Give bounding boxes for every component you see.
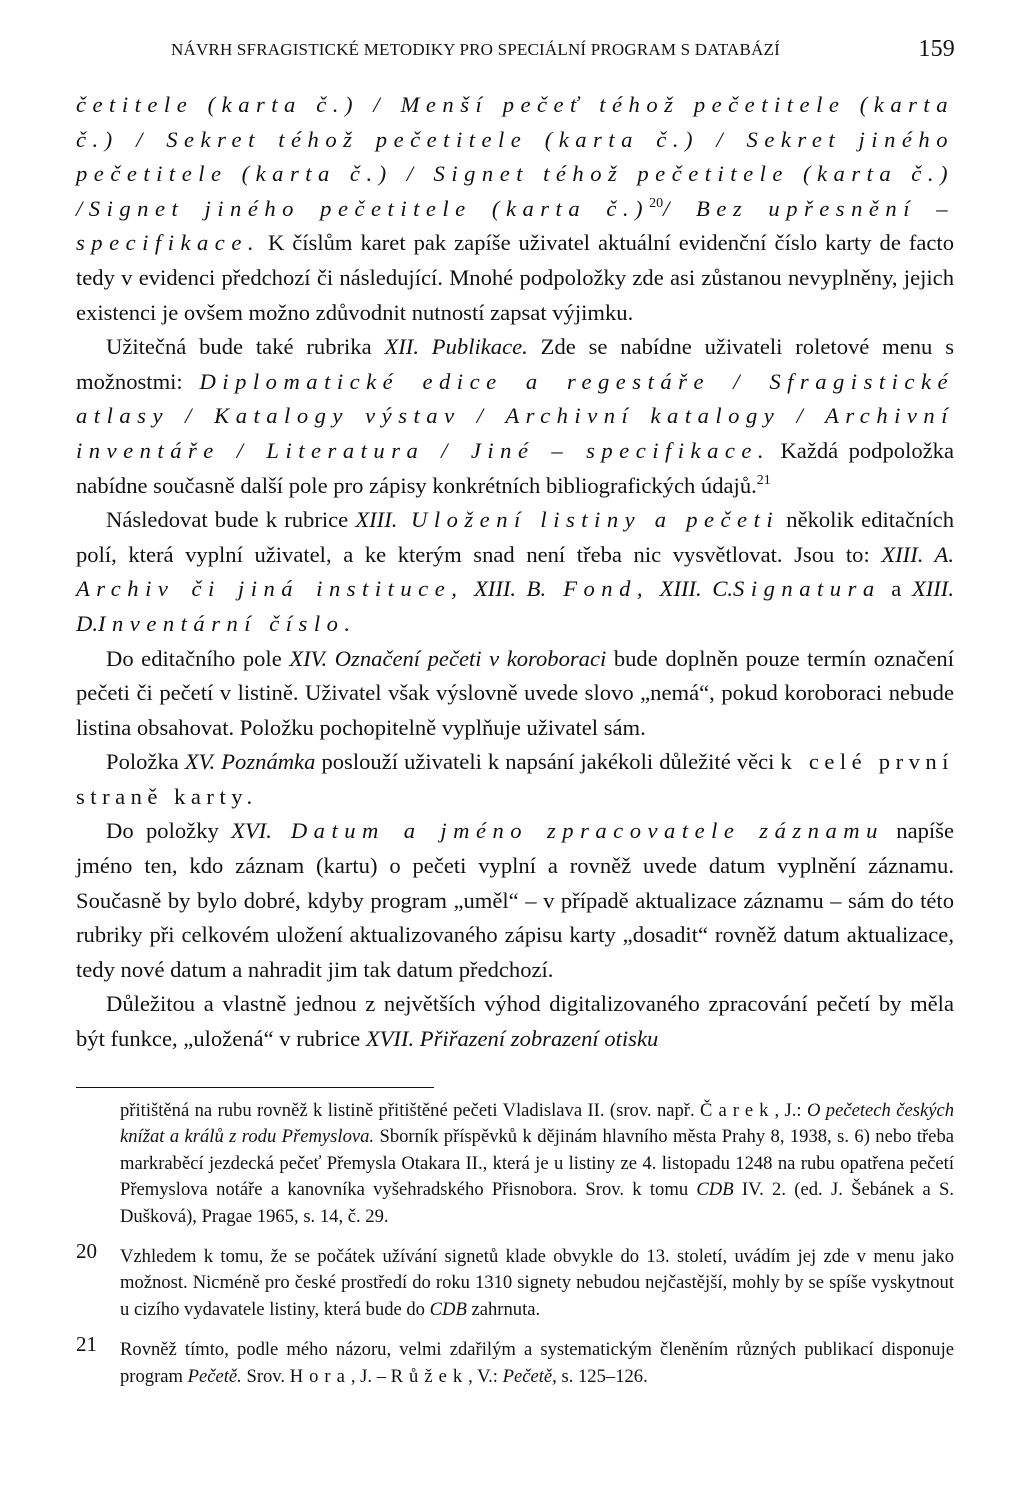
italic-text: CDB bbox=[429, 1298, 467, 1320]
text: K číslům karet pak zapíše uživatel aktuální evidenční číslo karty de facto tedy v evidenci předchozí či následující. Mnohé podpoložky zde asi zůstanou nevyplněny, jejich existenci je ovšem možno zdůvodnit nutností zapsat výjimku. bbox=[76, 230, 954, 325]
italic-text: XIII. A. bbox=[881, 541, 954, 567]
paragraph-3 bbox=[76, 503, 954, 641]
italic-title: Pečetě, bbox=[502, 1365, 557, 1387]
italic-text: XIV. Označení pečeti v koroboraci bbox=[289, 645, 607, 671]
spaced-text: Inventární číslo. bbox=[97, 610, 357, 636]
page-number: 159 bbox=[918, 36, 955, 62]
spaced-text: Signatura bbox=[733, 576, 881, 602]
paragraph-5 bbox=[76, 745, 954, 814]
spaced-text: Datum a jméno zpracovatele záznamu bbox=[271, 818, 884, 844]
text: Položka bbox=[106, 749, 185, 775]
text: s. 125–126. bbox=[556, 1365, 648, 1387]
spaced-text: / Bez upřesnění – specifikace. bbox=[76, 195, 955, 256]
footnote-ref-20[interactable]: 20 bbox=[649, 195, 664, 211]
italic-text: XVII. Přiřazení zobrazení otisku bbox=[365, 1026, 659, 1052]
footnote-20 bbox=[76, 1239, 954, 1323]
italic-text: XIII. B. bbox=[463, 576, 547, 602]
italic-text: XIII. bbox=[355, 507, 398, 533]
footnote-continuation bbox=[76, 1098, 954, 1230]
text: Zde se nabídne uživateli roletové menu s možnostmi: bbox=[76, 334, 954, 394]
italic-title: O pečetech českých knížat a králů z rodu Přemyslova. bbox=[120, 1100, 954, 1148]
italic-text: XII. Publikace. bbox=[384, 334, 528, 360]
text: napíše jméno ten, kdo záznam (kartu) o pečeti vyplní a rovněž uvede datum vyplnění záznamu. Současně by bylo dobré, kdyby program „uměl“ – v případě aktualizace záznamu – sám do této rubriky při celkovém uložení aktualizovaného zápisu karty „dosadit“ rovněž datum aktualizace, tedy nové datum a nahradit jim tak datum předchozí. bbox=[76, 818, 955, 982]
spaced-author: Hora bbox=[289, 1365, 351, 1387]
running-title: NÁVRH SFRAGISTICKÉ METODIKY PRO SPECIÁLNÍ PROGRAM S DATABÁZÍ bbox=[171, 40, 781, 59]
text: Každá podpoložka nabídne současně další pole pro zápisy konkrétních bibliografických údajů. bbox=[76, 437, 954, 498]
text: Užitečná bude také rubrika bbox=[106, 334, 385, 360]
text: IV. 2. (ed. J. Šebánek a S. Dušková), Pragae 1965, s. 14, č. 29. bbox=[120, 1179, 954, 1227]
text: zahrnuta. bbox=[466, 1298, 541, 1320]
text: a bbox=[880, 576, 912, 602]
text: Do editačního pole bbox=[106, 645, 290, 671]
footnotes bbox=[76, 1098, 954, 1404]
footnote-21 bbox=[76, 1332, 954, 1390]
text: Důležitou a vlastně jednou z největších výhod digitalizovaného zpracování pečetí by měla být funkce, „uložená“ v rubrice bbox=[76, 991, 954, 1052]
text: Sborník příspěvků k dějinám hlavního města Prahy 8, 1938, s. 6) nebo třeba markraběcí jezdecká pečeť Přemysla Otakara II., která je u listiny ze 4. listopadu 1248 na rubu opatřena pečetí Přemyslova notáře a kanovníka vyšehradského Přisnobora. Srov. k tomu bbox=[120, 1126, 954, 1201]
italic-text: XIII. D. bbox=[76, 576, 954, 636]
text: bude doplněn pouze termín označení pečeti či pečetí v listině. Uživatel však výslovně uvede slovo „nemá“, pokud koroboraci nebude listina obsahovat. Položku pochopitelně vyplňuje uživatel sám. bbox=[76, 645, 955, 740]
paragraph-4 bbox=[76, 642, 954, 746]
text: Rovněž tímto, podle mého názoru, velmi zdařilým a systematickým členěním různých publikací disponuje program bbox=[120, 1339, 954, 1387]
spaced-text: k celé první straně karty. bbox=[76, 749, 954, 809]
italic-text: XIII. C. bbox=[649, 576, 734, 602]
footnote-number: 21 bbox=[76, 1332, 97, 1357]
spaced-text: Fond, bbox=[546, 576, 650, 602]
paragraph-6 bbox=[76, 814, 954, 987]
spaced-author: Růžek bbox=[390, 1365, 469, 1387]
text: Vzhledem k tomu, že se počátek užívání signetů klade obvykle do 13. století, uvádím jej zde v menu jako možnost. Nicméně pro české prostředí do roku 1310 signety nebudou nejčastější, mohly by se spíše vyskytnout u cizího vydavatele listiny, která bude do bbox=[120, 1246, 954, 1320]
main-text bbox=[76, 88, 954, 1057]
text: , J. – bbox=[350, 1365, 391, 1387]
text: přitištěná na rubu rovněž k listině přitištěné pečeti Vladislava II. (srov. např. bbox=[120, 1100, 701, 1121]
spaced-author: Čarek bbox=[700, 1100, 775, 1121]
italic-text: XV. Poznámka bbox=[184, 749, 316, 775]
spaced-text: Archiv či jiná instituce, bbox=[76, 576, 464, 602]
spaced-text: Uložení listiny a pečeti bbox=[397, 507, 780, 533]
text: několik editačních polí, která vyplní uživatel, a ke kterým snad není třeba nic vysvětlovat. Jsou to: bbox=[76, 507, 954, 567]
text: Do položky bbox=[106, 818, 232, 844]
paragraph-1 bbox=[76, 88, 954, 330]
spaced-text: Diplomatické edice a regestáře / Sfragistické atlasy / Katalogy výstav / Archivní katalogy / Archivní inventáře / Literatura / Jiné – specifikace. bbox=[76, 368, 955, 463]
paragraph-2 bbox=[76, 330, 954, 503]
text: Srov. bbox=[241, 1365, 290, 1387]
footnote-divider bbox=[76, 1087, 434, 1088]
spaced-text: četitele (karta č.) / Menší pečeť téhož pečetitele (karta č.) / Sekret téhož pečetitele (karta č.) / Sekret jiného pečetitele (karta č.) / Signet téhož pečetitele (karta č.) /Signet jiného pečetitele (karta č.) bbox=[76, 92, 954, 221]
footnote-ref-21[interactable]: 21 bbox=[756, 472, 771, 488]
italic-text: XVI. bbox=[231, 818, 272, 844]
footnote-number: 20 bbox=[76, 1239, 97, 1264]
text: poslouží uživateli k napsání jakékoli důležité věci bbox=[315, 749, 781, 775]
text: , V.: bbox=[468, 1365, 503, 1387]
italic-text: Pečetě. bbox=[187, 1365, 242, 1387]
text: Následovat bude k rubrice bbox=[106, 507, 356, 533]
italic-text: CDB bbox=[696, 1179, 734, 1201]
paragraph-7 bbox=[76, 987, 954, 1056]
text: , J.: bbox=[774, 1100, 807, 1121]
